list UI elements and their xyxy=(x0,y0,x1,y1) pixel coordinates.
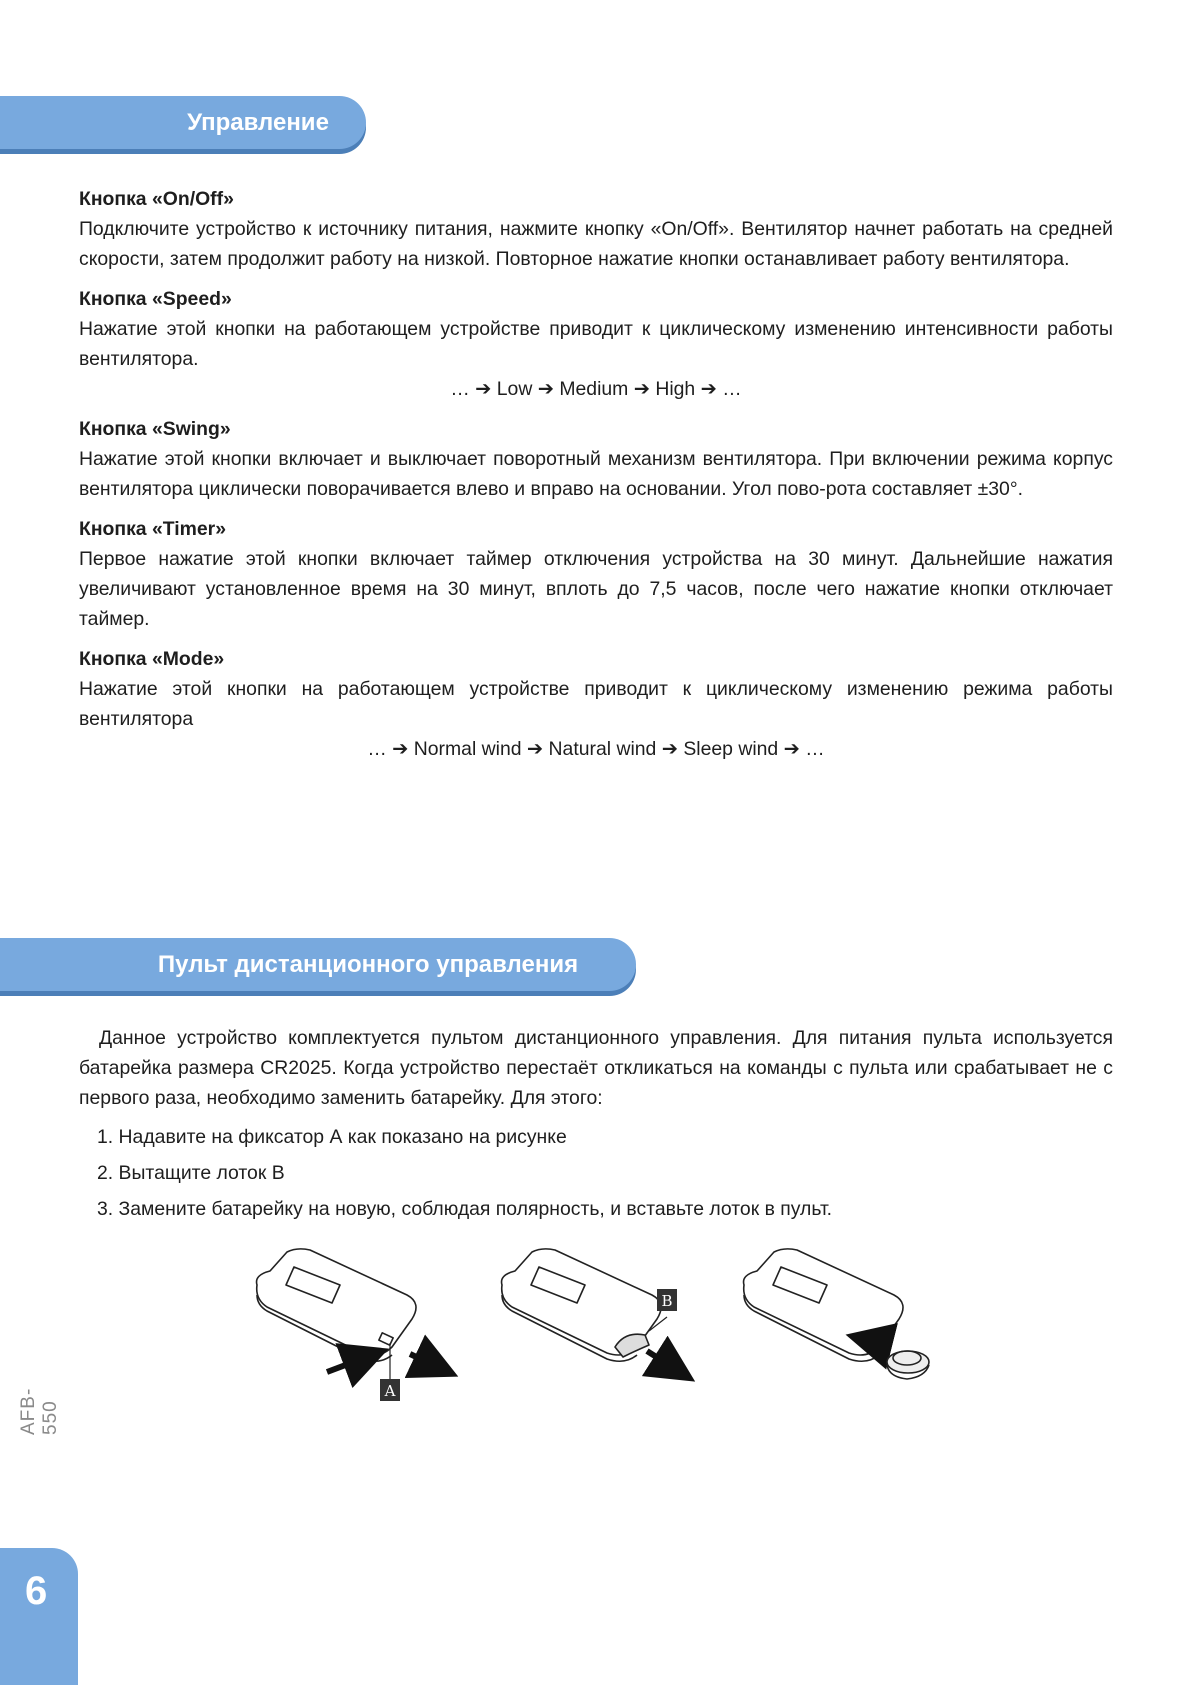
battery-steps xyxy=(79,1119,1113,1227)
remote-step2-drawing xyxy=(502,1249,680,1372)
remote-section xyxy=(79,1023,1113,1227)
controls-section xyxy=(79,184,1113,774)
remote-step1-drawing xyxy=(257,1249,442,1379)
battery-replacement-illustration xyxy=(252,1247,952,1407)
label-a: A xyxy=(384,1382,396,1400)
item-text: Подключите устройство к источнику питания, нажмите кнопку «On/Off». Вентилятор начнет работать на средней скорости, затем продолжит работу на низкой. Повторное нажатие кнопки останавливает работу вентилятора. xyxy=(79,218,1113,270)
step-item: 1. Надавите на фиксатор А как показано на рисунке xyxy=(97,1126,567,1148)
label-b-marker xyxy=(657,1289,677,1311)
item-text: Нажатие этой кнопки на работающем устройстве приводит к циклическому изменению интенсивности работы вентилятора. xyxy=(79,318,1113,370)
remote-intro: Данное устройство комплектуется пультом дистанционного управления. Для питания пульта используется батарейка размера CR2025. Когда устройство перестаёт откликаться на команды с пульта или срабатывает не с первого раза, необходимо заменить батарейку. Для этого: xyxy=(79,1027,1113,1109)
item-heading: Кнопка «Timer» xyxy=(79,518,227,540)
step-item: 3. Замените батарейку на новую, соблюдая полярность, и вставьте лоток в пульт. xyxy=(97,1198,833,1220)
item-text: Нажатие этой кнопки на работающем устройстве приводит к циклическому изменению режима работы вентилятора xyxy=(79,678,1113,730)
speed-cycle: … ➔ Low ➔ Medium ➔ High ➔ … xyxy=(450,378,742,400)
label-a-marker xyxy=(380,1379,400,1401)
item-text: Нажатие этой кнопки включает и выключает поворотный механизм вентилятора. При включении режима корпус вентилятора циклически поворачивается влево и вправо на основании. Угол пово-рота составляет ±30°. xyxy=(79,448,1113,500)
item-text: Первое нажатие этой кнопки включает таймер отключения устройства на 30 минут. Дальнейшие нажатия увеличивают установленное время на 30 минут, вплоть до 7,5 часов, после чего нажатие кнопки отключает таймер. xyxy=(79,548,1113,630)
item-heading: Кнопка «Swing» xyxy=(79,418,231,440)
mode-button-description xyxy=(79,644,1113,764)
timer-button-description xyxy=(79,514,1113,634)
section-title: Управление xyxy=(187,108,329,136)
section-banner-remote xyxy=(0,938,636,991)
page-number-tab xyxy=(0,1548,78,1685)
model-label: AFB-550 xyxy=(18,1387,61,1435)
item-heading: Кнопка «Speed» xyxy=(79,288,232,310)
page-number: 6 xyxy=(25,1569,48,1613)
label-b: B xyxy=(661,1292,673,1310)
remote-step3-drawing xyxy=(744,1249,929,1379)
mode-cycle: … ➔ Normal wind ➔ Natural wind ➔ Sleep wind ➔ … xyxy=(367,738,825,760)
section-title: Пульт дистанционного управления xyxy=(157,950,579,978)
speed-button-description xyxy=(79,284,1113,404)
item-heading: Кнопка «On/Off» xyxy=(79,188,234,210)
item-heading: Кнопка «Mode» xyxy=(79,648,225,670)
step-item: 2. Вытащите лоток В xyxy=(97,1162,285,1184)
swing-button-description xyxy=(79,414,1113,504)
section-banner-controls xyxy=(0,96,366,149)
onoff-button-description xyxy=(79,184,1113,274)
